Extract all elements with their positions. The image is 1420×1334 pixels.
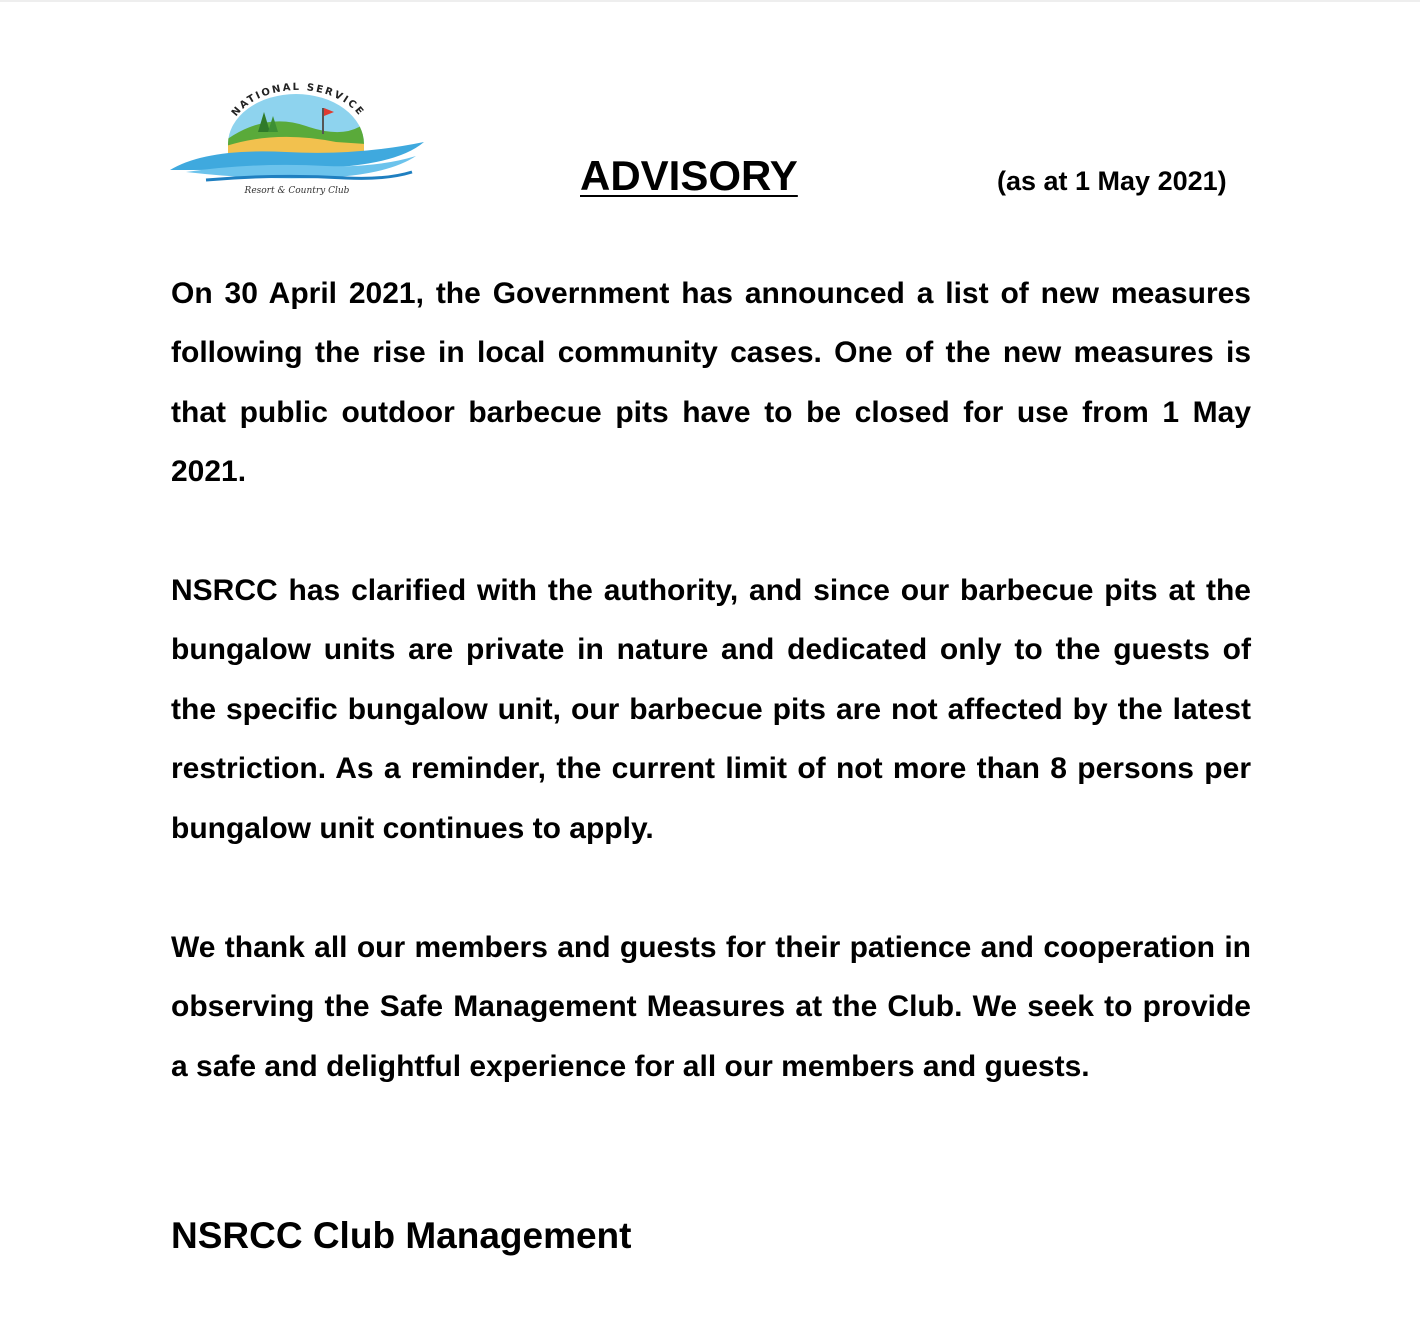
- top-border: [0, 0, 1420, 2]
- advisory-title: ADVISORY: [580, 152, 798, 199]
- logo-graphic: [166, 82, 428, 200]
- paragraph-clarification: NSRCC has clarified with the authority, and since our barbecue pits at the bungalow units are private in nature and dedicated only to the guests of the specific bungalow unit, our barbecue pits are not affected by the latest restriction. As a reminder, the current limit of not more than 8 persons per bungalow unit continues to apply.: [171, 574, 1251, 845]
- logo-tagline: Resort & Country Club: [244, 186, 350, 196]
- paragraph-thanks: We thank all our members and guests for their patience and cooperation in observing the Safe Management Measures at the Club. We seek to provide a safe and delightful experience for all our members and guests.: [171, 931, 1251, 1083]
- advisory-date: (as at 1 May 2021): [997, 166, 1227, 196]
- logo-arc-text: NATIONAL SERVICE: [229, 82, 367, 119]
- club-logo: [166, 82, 428, 200]
- paragraph-announcement: On 30 April 2021, the Government has announced a list of new measures following the rise in local community cases. One of the new measures is that public outdoor barbecue pits have to be closed for use from 1 May 2021.: [171, 277, 1251, 489]
- signature: NSRCC Club Management: [171, 1215, 632, 1256]
